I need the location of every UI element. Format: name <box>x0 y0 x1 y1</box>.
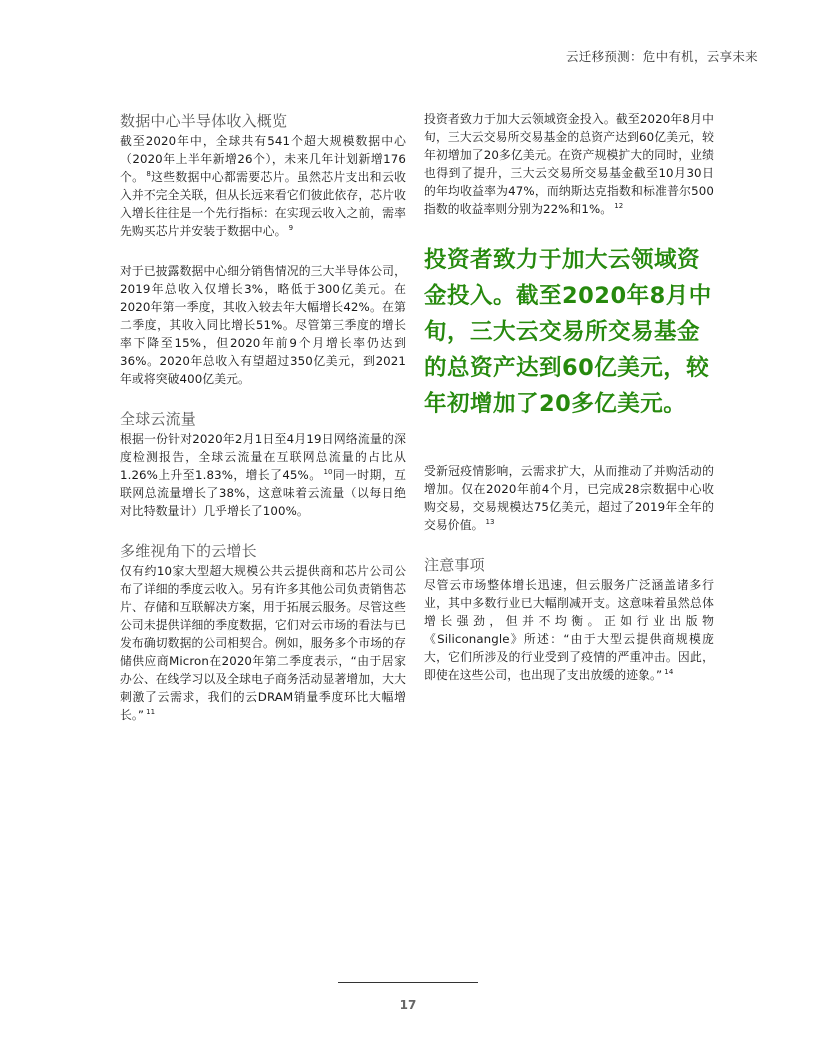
paragraph-investors: 投资者致力于加大云领域资金投入。截至2020年8月中旬，三大云交易所交易基金的总资产达到60亿美元，较年初增加了20多亿美元。在资产规模扩大的同时，业绩也得到了提升，三大云交易所交易基金截至10月30日的年均收益率为47%，而纳斯达克指数和标准普尔500指数的收益率则分别为22%和1%。 $^{12}$ <box>424 112 714 216</box>
footer-divider <box>338 982 478 983</box>
paragraph-cloud-growth: 仅有约10家大型超大规模公共云提供商和芯片公司公布了详细的季度云收入。另有许多其他公司负责销售芯片、存储和互联解决方案，用于拓展云服务。尽管这些公司未提供详细的季度数据，它们对云市场的看法与已发布确切数据的公司相契合。例如，服务多个市场的存储供应商Micron在2020年第二季度表示，“由于居家办公、在线学习以及全球电子商务活动显著增加，大大刺激了云需求，我们的云DRAM销量季度环比大幅增长。” $^{11}$ <box>120 564 406 722</box>
paragraph-caveats: 尽管云市场整体增长迅速，但云服务广泛涵盖诸多行业，其中多数行业已大幅削减开支。这意味着虽然总体增长强劲，但并不均衡。正如行业出版物《Siliconangle》所述：“由于大型云提供商规模庞大，它们所涉及的行业受到了疫情的严重冲击。因此，即使在这些公司，也出现了支出放缓的迹象。” $^{14}$ <box>424 578 714 682</box>
paragraph-mergers: 受新冠疫情影响，云需求扩大，从而推动了并购活动的增加。仅在2020年前4个月，已完成28宗数据中心收购交易，交易规模达75亿美元，超过了2019年全年的交易价值。 $^{13}$ <box>424 464 714 532</box>
page-number: 17 <box>399 998 417 1012</box>
pull-quote: 投资者致力于加大云领域资金投入。截至2020年8月中旬，三大云交易所交易基金的总资产达到60亿美元，较年初增加了20多亿美元。 <box>424 247 712 417</box>
footnote-ref: 9 <box>288 224 294 233</box>
section-title-cloud-traffic: 全球云流量 <box>120 410 197 428</box>
running-header: 云迁移预测：危中有机，云享未来 <box>565 49 758 64</box>
right-column <box>424 110 714 684</box>
section-title-cloud-growth: 多维视角下的云增长 <box>120 542 257 560</box>
footnote-ref: 8 <box>146 170 151 179</box>
left-column <box>120 110 406 724</box>
footnote-ref: 12 <box>614 202 624 211</box>
footnote-ref: 11 <box>146 708 156 717</box>
paragraph-cloud-traffic: 根据一份针对2020年2月1日至4月19日网络流量的深度检测报告，全球云流量在互联网总流量的占比从1.26%上升至1.83%，增长了45%。 $^{10}$同一时期，互联网总流量增长了38%，这意味着云流量（以每日绝对比特数量计）几乎增长了100%。 <box>120 432 406 518</box>
footnote-ref: 14 <box>664 668 674 677</box>
footnote-ref: 13 <box>485 518 495 527</box>
section-title-semiconductor: 数据中心半导体收入概览 <box>120 112 288 130</box>
paragraph-semiconductor-revenue: 对于已披露数据中心细分销售情况的三大半导体公司，2019年总收入仅增长3%，略低于300亿美元。在2020年第一季度，其收入较去年大幅增长42%。在第二季度，其收入同比增长51%。尽管第三季度的增长率下降至15%，但2020年前9个月增长率仍达到36%。2020年总收入有望超过350亿美元，到2021年或将突破400亿美元。 <box>120 264 406 386</box>
paragraph-datacenter-count: 截至2020年中，全球共有541个超大规模数据中心（2020年上半年新增26个），未来几年计划新增176个。 $^8$这些数据中心都需要芯片。虽然芯片支出和云收入并不完全关联，但从长远来看它们彼此依存，芯片收入增长往往是一个先行指标：在实现云收入之前，需率先购买芯片并安装于数据中心。 $^9$ <box>120 134 407 238</box>
section-title-caveats: 注意事项 <box>424 556 485 574</box>
footnote-ref: 10 <box>323 468 333 477</box>
